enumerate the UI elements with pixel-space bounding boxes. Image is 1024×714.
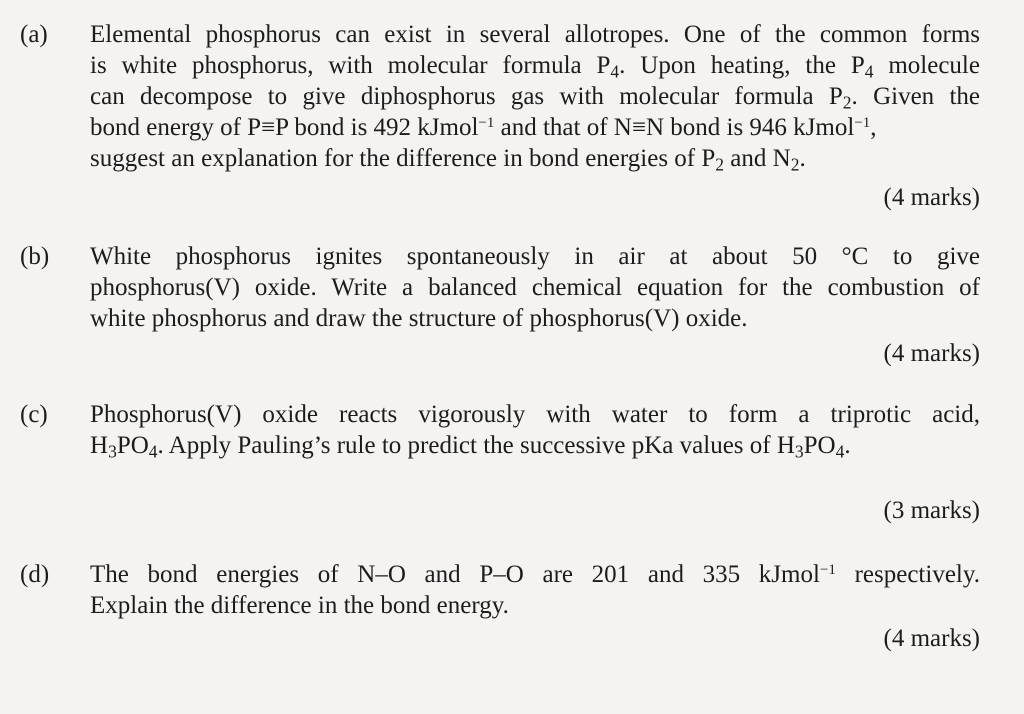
question-line: white phosphorus and draw the structure of phosphorus(V) oxide. <box>90 305 748 332</box>
question-line: The bond energies of N–O and P–O are 201 and 335 kJmol$^{-1}$ respectively. <box>90 561 980 588</box>
marks-label: (4 marks) <box>883 184 980 211</box>
question-line: phosphorus(V) oxide. Write a balanced chemical equation for the combustion of <box>90 274 980 301</box>
question-text <box>90 241 980 334</box>
question-label: (b) <box>20 243 50 270</box>
question-text <box>90 19 980 174</box>
question-line: suggest an explanation for the difference in bond energies of $P_2$ and $N_2$. <box>90 145 806 175</box>
question-line: is white phosphorus, with molecular formula $P_4$. Upon heating, the $P_4$ molecule <box>90 52 980 82</box>
marks-label: (4 marks) <box>883 625 980 652</box>
question-text <box>90 399 980 461</box>
question-line: Elemental phosphorus can exist in several allotropes. One of the common forms <box>90 21 980 48</box>
question-line: $H_3PO_4$. Apply Pauling’s rule to predict the successive pKa values of $H_3PO_4$. <box>90 432 851 462</box>
question-line: White phosphorus ignites spontaneously in air at about 50 °C to give <box>90 243 980 270</box>
question-label: (c) <box>20 401 48 428</box>
question-label: (a) <box>20 21 48 48</box>
question-line: Explain the difference in the bond energy. <box>90 592 509 619</box>
question-line: bond energy of P≡P bond is 492 kJmol$^{-1}$ and that of N≡N bond is 946 kJmol$^{-1}$, <box>90 114 877 141</box>
marks-label: (4 marks) <box>883 340 980 367</box>
question-line: can decompose to give diphosphorus gas with molecular formula $P_2$. Given the <box>90 83 981 113</box>
question-text <box>90 559 980 621</box>
marks-label: (3 marks) <box>883 497 980 524</box>
question-line: Phosphorus(V) oxide reacts vigorously with water to form a triprotic acid, <box>90 401 980 428</box>
question-label: (d) <box>20 561 50 588</box>
